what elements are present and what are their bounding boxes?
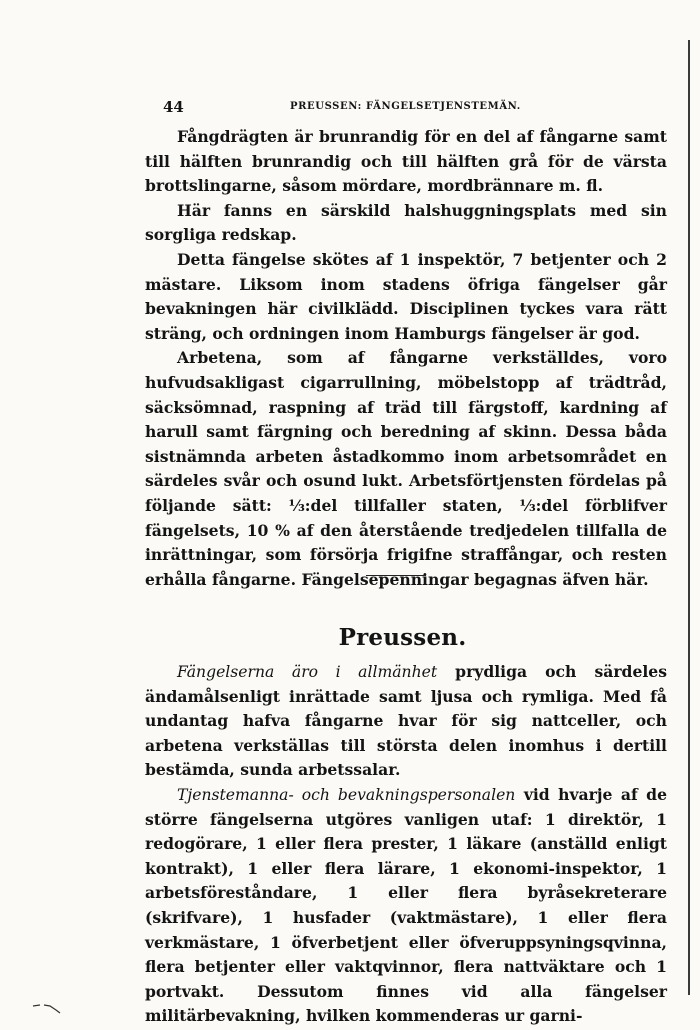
emphasis-text: Fängelserna äro i allmänhet bbox=[177, 663, 438, 681]
paragraph: Detta fängelse skötes af 1 inspektör, 7 betjenter och 2 mästare. Liksom inom stadens öfriga fängelser går bevakningen här civilklädd. Disciplinen tyckes vara rätt sträng, och ordningen inom Hamburgs fängelser är god. bbox=[145, 249, 667, 343]
paragraph: Här fanns en särskild halshuggningsplats med sin sorgliga redskap. bbox=[145, 200, 667, 245]
body-text-section bbox=[145, 660, 667, 1029]
emphasis-text: Tjenstemanna- och bevakningspersonalen bbox=[177, 785, 516, 804]
paragraph bbox=[145, 783, 667, 1029]
body-text-top bbox=[145, 125, 667, 592]
paragraph: Fångdrägten är brunrandig för en del af fångarne samt till hälften brunrandig och till hälften grå för de värsta brottslingarne, såsom mördare, mordbrännare m. fl. bbox=[145, 127, 667, 196]
paragraph bbox=[145, 660, 667, 783]
page-header bbox=[0, 98, 700, 118]
section-separator-rule bbox=[366, 575, 426, 576]
margin-pen-mark bbox=[32, 1000, 62, 1014]
paragraph-text: prydliga och särdeles ändamålsenligt inrättade samt ljusa och rymliga. Med få undantag hafva fångarne hvar för sig nattceller, och arbetena verkställas till största delen inomhus i dertill bestämda, sunda arbetssalar. bbox=[145, 662, 667, 780]
paragraph-text: vid hvarje af de större fängelserna utgöres vanligen utaf: 1 direktör, 1 redogörare, 1 eller flera prester, 1 läkare (anställd enligt kontrakt), 1 eller flera lärare, 1 ekonomi-inspektor, 1 arbetsföreståndare, 1 eller flera byråsekreterare (skrifvare), 1 husfader (vaktmästare), 1 eller flera verkmästare, 1 öfverbetjent eller öfveruppsyningsqvinna, flera betjenter eller vaktqvinnor, flera nattväktare och 1 portvakt. Dessutom finnes vid alla fängelser militärbevakning, hvilken kommenderas ur garni- bbox=[145, 784, 667, 1026]
section-heading: Preussen. bbox=[338, 624, 467, 651]
paragraph: Arbetena, som af fångarne verkställdes, voro hufvudsakligast cigarrullning, möbelstopp af trädtråd, säcksömnad, raspning af träd till färgstoff, kardning af harull samt färgning och beredning af skinn. Dessa båda sistnämnda arbeten åstadkommo inom arbetsområdet en särdeles svår och osund lukt. Arbetsförtjensten fördelas på följande sätt: ⅓:del tillfaller staten, ⅓:del förblifver fängelsets, 10 % af den återstående tredjedelen tillfalla de inrättningar, som försörja frigifne straffångar, och resten erhålla fångarne. Fängelsepenningar begagnas äfven här. bbox=[145, 348, 667, 589]
running-head: PREUSSEN: FÄNGELSETJENSTEMÄN. bbox=[290, 101, 521, 112]
page-edge-line bbox=[688, 40, 690, 995]
page-number: 44 bbox=[163, 98, 184, 116]
